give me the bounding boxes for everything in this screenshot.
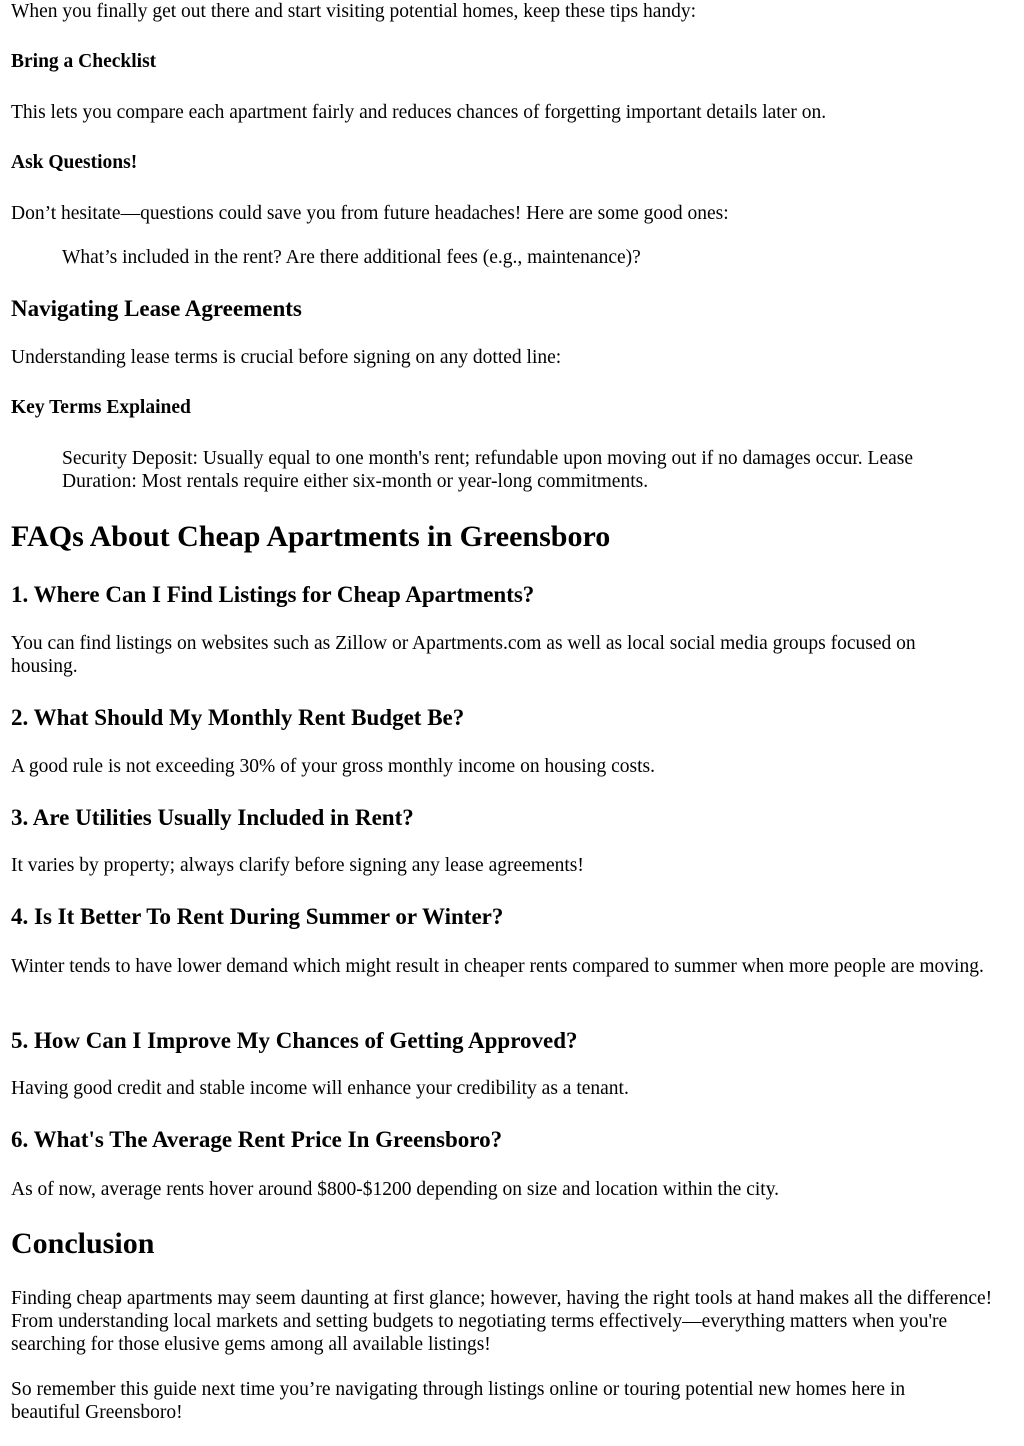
faq-answer: It varies by property; always clarify before signing any lease agreements! — [11, 855, 584, 876]
questions-text: Don’t hesitate—questions could save you from future headaches! Here are some good ones: — [11, 203, 729, 224]
faq-question: 1. Where Can I Find Listings for Cheap Apartments? — [11, 582, 535, 607]
faq-answer: As of now, average rents hover around $800-$1200 depending on size and location within the city. — [11, 1179, 780, 1200]
faq-question: 4. Is It Better To Rent During Summer or Winter? — [11, 904, 504, 929]
faq-question: 6. What's The Average Rent Price In Greensboro? — [11, 1127, 503, 1152]
conclusion-heading: Conclusion — [11, 1227, 155, 1260]
lease-heading: Navigating Lease Agreements — [11, 296, 302, 321]
checklist-text: This lets you compare each apartment fairly and reduces chances of forgetting important details later on. — [11, 102, 827, 123]
questions-heading: Ask Questions! — [11, 152, 138, 173]
key-terms-heading: Key Terms Explained — [11, 397, 191, 418]
faq-question: 3. Are Utilities Usually Included in Rent? — [11, 805, 414, 830]
lease-intro: Understanding lease terms is crucial before signing on any dotted line: — [11, 347, 562, 368]
checklist-heading: Bring a Checklist — [11, 51, 157, 72]
tips-intro: When you finally get out there and start visiting potential homes, keep these tips handy: — [11, 1, 697, 22]
conclusion-paragraph: So remember this guide next time you’re navigating through listings online or touring potential new homes here in beautiful Greensboro! — [11, 1379, 906, 1423]
faq-question: 2. What Should My Monthly Rent Budget Be? — [11, 705, 465, 730]
faq-answer: Having good credit and stable income will enhance your credibility as a tenant. — [11, 1078, 629, 1099]
faq-answer: Winter tends to have lower demand which might result in cheaper rents compared to summer when more people are moving. — [11, 956, 984, 977]
faq-question: 5. How Can I Improve My Chances of Getting Approved? — [11, 1028, 578, 1053]
faqs-heading: FAQs About Cheap Apartments in Greensboro — [11, 520, 611, 553]
conclusion-paragraph: Finding cheap apartments may seem daunting at first glance; however, having the right tools at hand makes all the difference! From understanding local markets and setting budgets to negotiating terms effectively—everything matters when you're searching for those elusive gems among all available listings! — [11, 1288, 993, 1355]
faq-answer: You can find listings on websites such as Zillow or Apartments.com as well as local social media groups focused on housing. — [11, 633, 916, 677]
questions-quote: What’s included in the rent? Are there additional fees (e.g., maintenance)? — [62, 247, 641, 268]
key-terms-quote: Security Deposit: Usually equal to one month's rent; refundable upon moving out if no damages occur. Lease Duration: Most rentals require either six-month or year-long commitments. — [62, 448, 914, 492]
faq-answer: A good rule is not exceeding 30% of your gross monthly income on housing costs. — [11, 756, 655, 777]
